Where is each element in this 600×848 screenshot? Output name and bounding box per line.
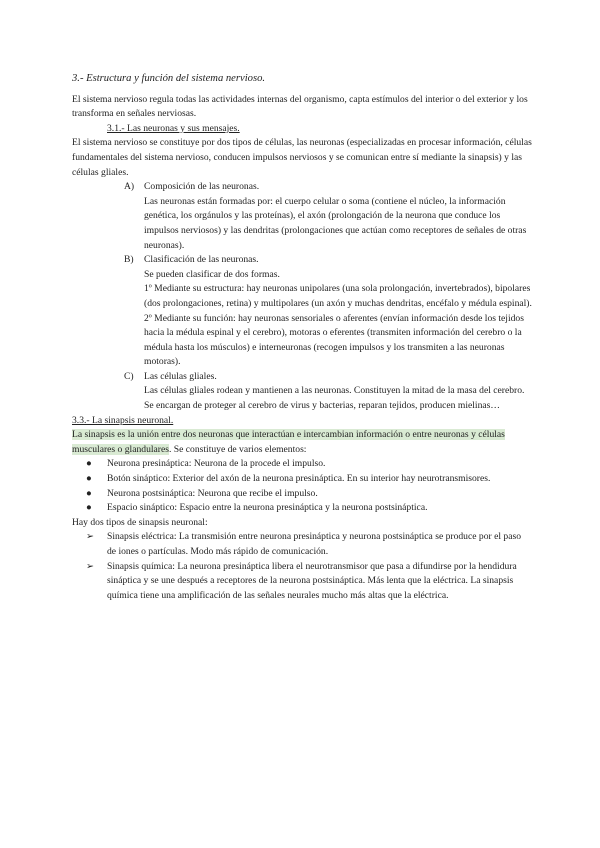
item-title: Composición de las neuronas.: [144, 181, 260, 193]
section-2-intro: [72, 428, 532, 457]
bullet-icon: ●: [86, 473, 92, 485]
list-item: [86, 560, 532, 604]
highlighted-text: La sinapsis es la unión entre dos neuronas que interactúan e intercambian información o entre neuronas y células musculares o glandulares: [72, 429, 505, 455]
item-paragraph: Las células gliales rodean y mantienen a las neuronas. Constituyen la mitad de la masa del cerebro. Se encargan de proteger al cerebro de virus y bacterias, reparan tejidos, producen mielinas…: [144, 385, 525, 412]
bullet-icon: ●: [86, 458, 92, 470]
list-item: [124, 253, 532, 370]
synapse-elements-list: [86, 457, 532, 515]
item-label: C): [124, 370, 134, 382]
list-item-text: Neurona postsináptica: Neurona que recibe el impulso.: [107, 487, 318, 499]
list-item: [124, 370, 532, 414]
list-item: [86, 472, 532, 487]
arrow-bullet-icon: ➢: [86, 560, 95, 572]
item-label: B): [124, 254, 134, 266]
synapse-types-list: [86, 530, 532, 603]
list-item-text: Sinapsis eléctrica: La transmisión entre neurona presináptica y neurona postsináptica se produce por el paso de iones o partículas. Modo más rápido de comunicación.: [107, 531, 521, 557]
item-paragraph: 1º Mediante su estructura: hay neuronas unipolares (una sola prolongación, invertebrados), bipolares (dos prolongaciones, retina) y multipolares (un axón y muchas dendritas, encéfalo y médula espinal).: [144, 283, 532, 309]
arrow-bullet-icon: ➢: [86, 531, 95, 543]
list-item: [86, 530, 532, 559]
list-item: [86, 501, 532, 516]
item-paragraph: 2º Mediante su función: hay neuronas sensoriales o aferentes (envían información desde los tejidos hacia la médula espinal y el cerebro), motoras o eferentes (transmiten información del cerebro o la médula hasta los músculos) e interneuronas (recogen impulsos y los transmiten a las neuronas motoras).: [144, 312, 524, 368]
page-title: 3.- Estructura y función del sistema nervioso.: [72, 73, 266, 84]
intro-rest: . Se constituye de varios elementos:: [168, 443, 307, 455]
document-page: [72, 72, 532, 603]
synapse-types-intro: Hay dos tipos de sinapsis neuronal:: [72, 516, 208, 528]
item-paragraph: Las neuronas están formadas por: el cuerpo celular o soma (contiene el núcleo, la información genética, los orgánulos y las proteínas), el axón (prolongación de la neurona que conduce los impulsos nerviosos) y las dendritas (prolongaciones que actúan como receptores de señales de otras neuronas).: [144, 195, 527, 251]
intro-paragraph: El sistema nervioso regula todas las actividades internas del organismo, capta estímulos del interior o del exterior y los transforma en señales nerviosas.: [72, 93, 528, 120]
section-1-title: 3.1.- Las neuronas y sus mensajes.: [107, 122, 240, 134]
item-paragraph: Se pueden clasificar de dos formas.: [144, 268, 280, 280]
list-item-text: Sinapsis química: La neurona presináptica libera el neurotransmisor que pasa a difundirse por la hendidura sináptica y se une después a receptores de la neurona postsináptica. Más lenta que la eléctrica. La sinapsis química tiene una amplificación de las señales neurales mucho más altas que la eléctrica.: [107, 560, 517, 601]
item-label: A): [124, 181, 135, 193]
list-item: [86, 487, 532, 502]
item-title: Clasificación de las neuronas.: [144, 254, 259, 266]
section-1-intro: El sistema nervioso se constituye por dos tipos de células, las neuronas (especializadas en procesar información, células fundamentales del sistema nervioso, conducen impulsos nerviosos y se comunican entre sí mediante la sinapsis) y las células gliales.: [72, 137, 532, 178]
list-item: [124, 180, 532, 253]
section-2-title: 3.3.- La sinapsis neuronal.: [72, 414, 174, 426]
bullet-icon: ●: [86, 487, 92, 499]
list-item-text: Espacio sináptico: Espacio entre la neurona presináptica y la neurona postsináptica.: [107, 502, 428, 514]
list-item-text: Botón sináptico: Exterior del axón de la neurona presináptica. En su interior hay neurotransmisores.: [107, 473, 491, 485]
bullet-icon: ●: [86, 502, 92, 514]
list-item: [86, 457, 532, 472]
list-item-text: Neurona presináptica: Neurona de la procede el impulso.: [107, 458, 326, 470]
item-title: Las células gliales.: [144, 370, 217, 382]
section-1-items: [72, 180, 532, 414]
